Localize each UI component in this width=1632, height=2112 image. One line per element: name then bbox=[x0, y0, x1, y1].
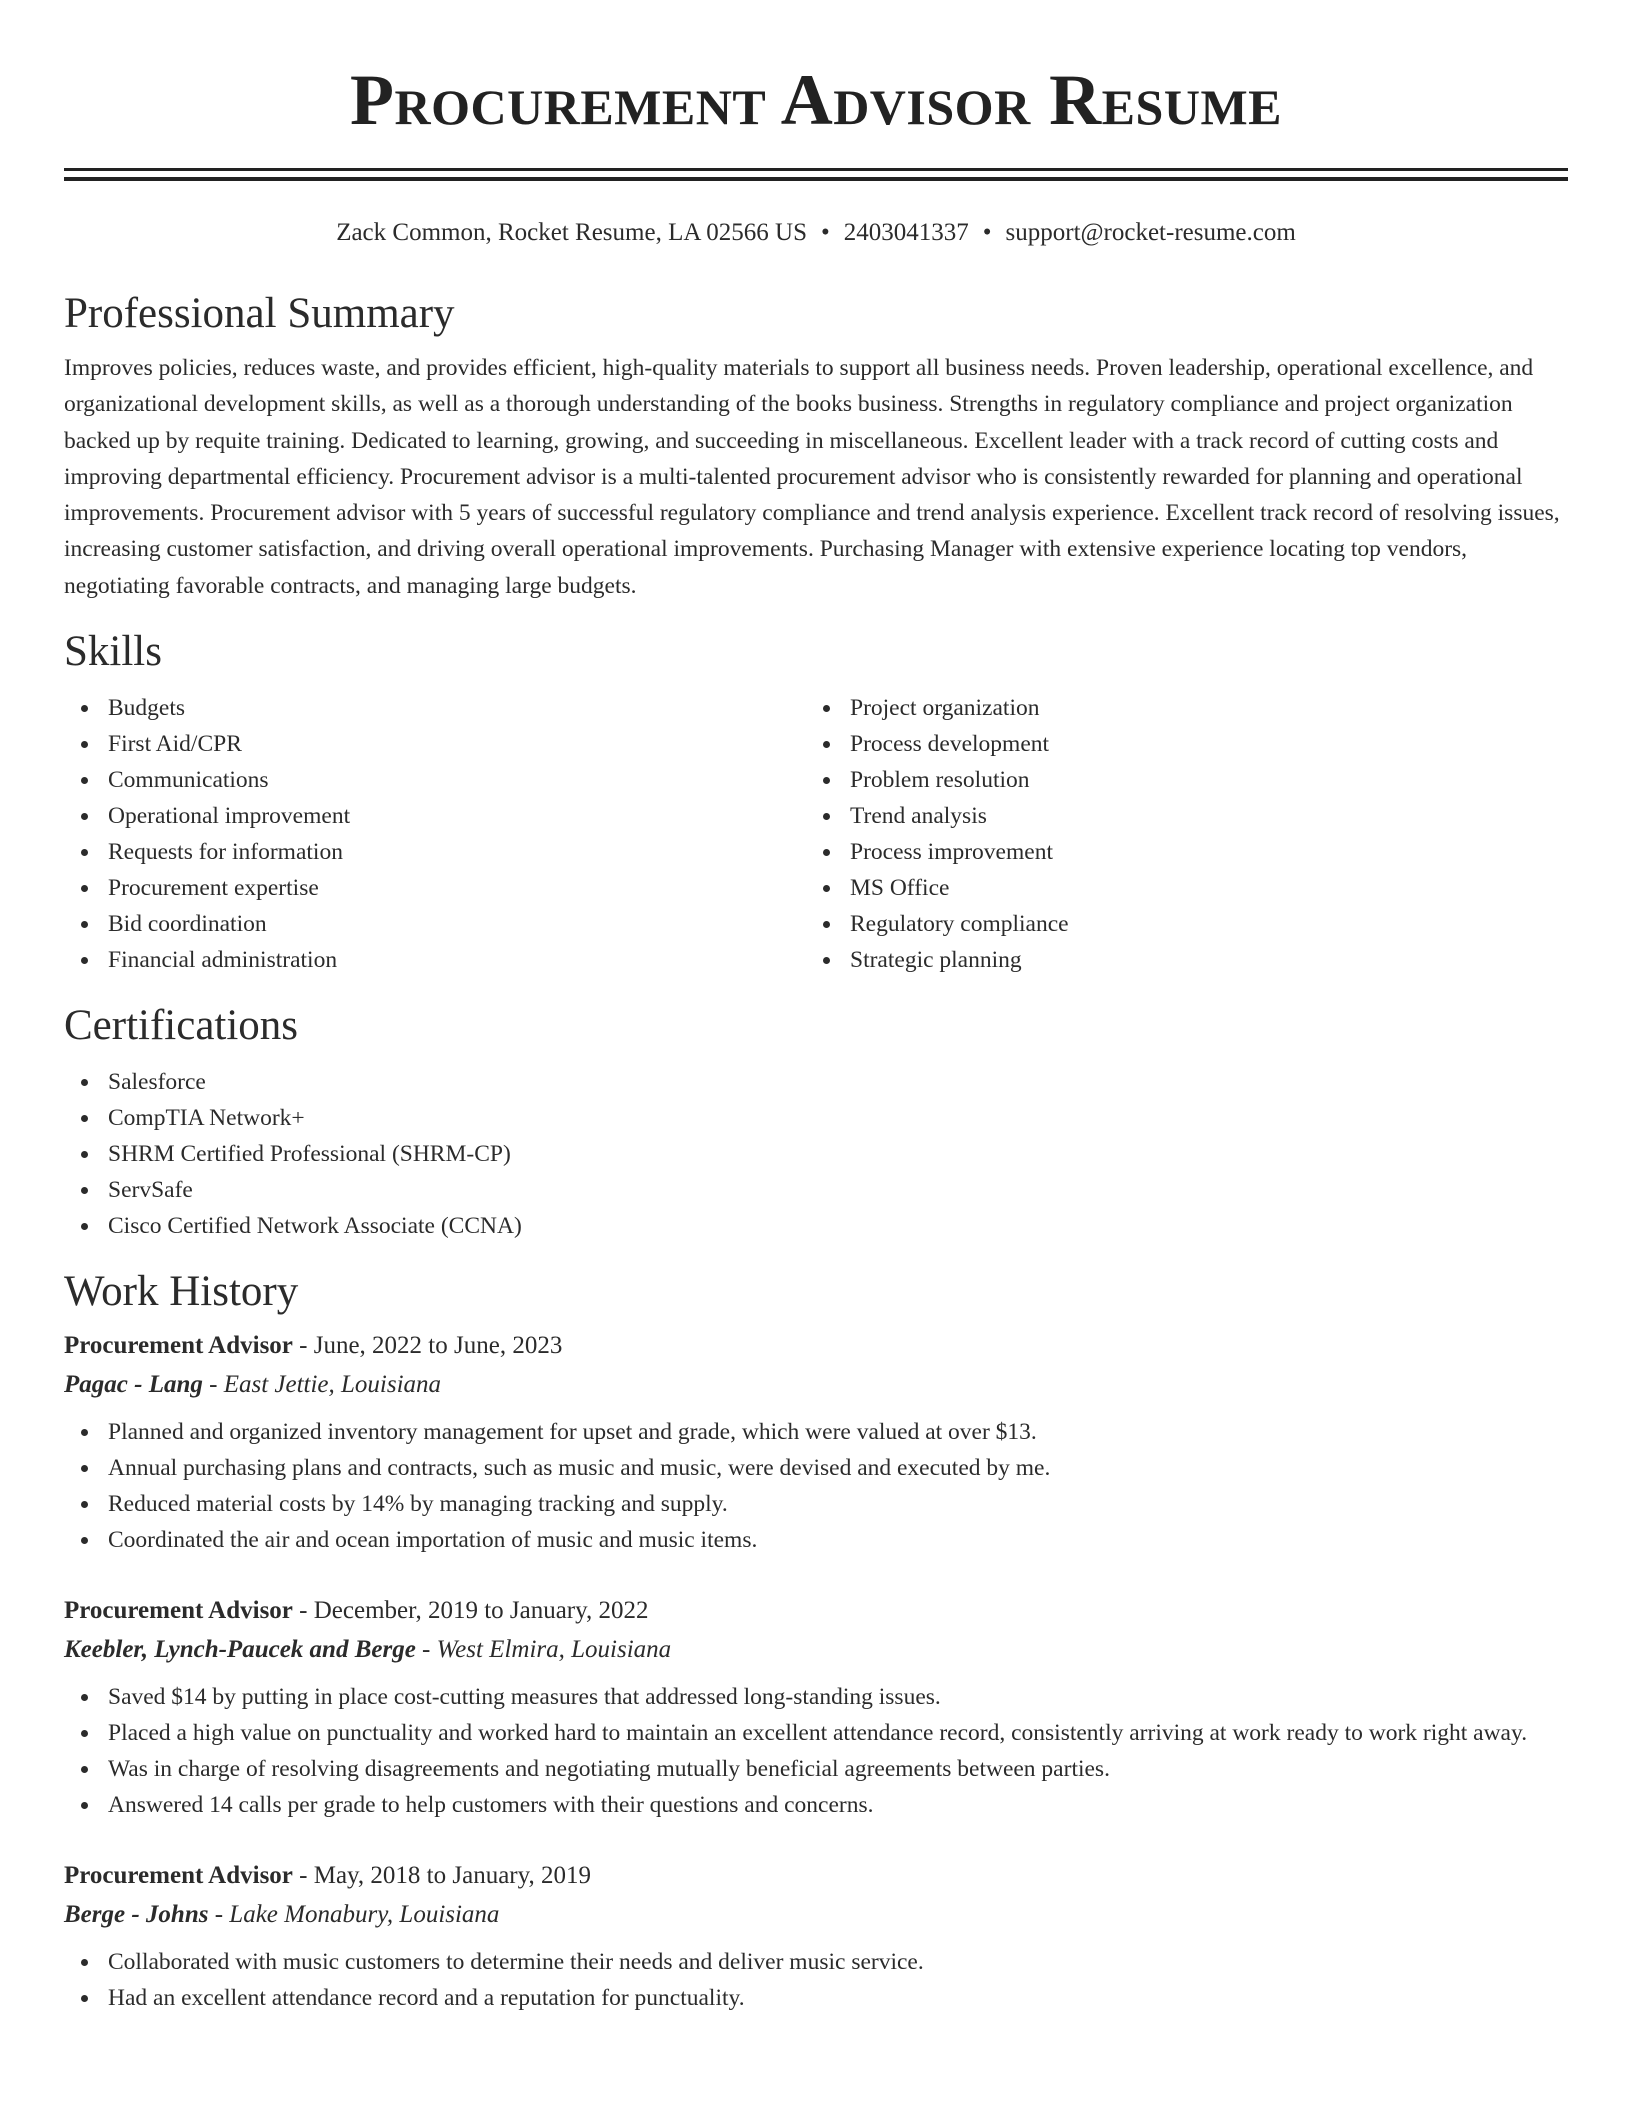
certification-item: Salesforce bbox=[108, 1064, 1568, 1100]
job-location: - West Elmira, Louisiana bbox=[415, 1636, 672, 1664]
skill-item: Strategic planning bbox=[850, 942, 1548, 978]
contact-line bbox=[64, 217, 1568, 249]
job-bullet: Answered 14 calls per grade to help customers with their questions and concerns. bbox=[108, 1787, 1568, 1823]
skill-item: First Aid/CPR bbox=[108, 726, 806, 762]
skill-item: MS Office bbox=[850, 870, 1548, 906]
skills-columns bbox=[64, 690, 1568, 978]
skill-item: Project organization bbox=[850, 690, 1548, 726]
title-rule-top bbox=[64, 168, 1568, 171]
job-title: Procurement Advisor bbox=[64, 1597, 293, 1625]
skill-item: Procurement expertise bbox=[108, 870, 806, 906]
job-dates: - June, 2022 to June, 2023 bbox=[292, 1332, 563, 1360]
job-company: Berge - Johns bbox=[64, 1901, 209, 1929]
job-bullets bbox=[64, 1679, 1568, 1823]
job-bullet: Coordinated the air and ocean importation of music and music items. bbox=[108, 1522, 1568, 1558]
certification-item: CompTIA Network+ bbox=[108, 1100, 1568, 1136]
skills-list-left bbox=[64, 690, 806, 978]
skills-list-right bbox=[806, 690, 1548, 978]
skill-item: Budgets bbox=[108, 690, 806, 726]
summary-text: Improves policies, reduces waste, and provides efficient, high-quality materials to support all business needs. Proven leadership, operational excellence, and organizational development skills, as well as a thorough understanding of the books business. Strengths in regulatory compliance and project organization backed up by requite training. Dedicated to learning, growing, and succeeding in miscellaneous. Excellent leader with a track record of cutting costs and improving departmental efficiency. Procurement advisor is a multi-talented procurement advisor who is consistently rewarded for planning and operational improvements. Procurement advisor with 5 years of successful regulatory compliance and trend analysis experience. Excellent track record of resolving issues, increasing customer satisfaction, and driving overall operational improvements. Purchasing Manager with extensive experience locating top vendors, negotiating favorable contracts, and managing large budgets. bbox=[64, 355, 1560, 599]
skill-item: Financial administration bbox=[108, 942, 806, 978]
job-bullets bbox=[64, 1414, 1568, 1558]
job-bullets bbox=[64, 1944, 1568, 2016]
job-bullet: Saved $14 by putting in place cost-cutting measures that addressed long-standing issues. bbox=[108, 1679, 1568, 1715]
skill-item: Operational improvement bbox=[108, 798, 806, 834]
certifications-heading: Certifications bbox=[64, 1002, 299, 1050]
job-bullet: Was in charge of resolving disagreements and negotiating mutually beneficial agreements between parties. bbox=[108, 1751, 1568, 1787]
job-dates: - December, 2019 to January, 2022 bbox=[292, 1597, 649, 1625]
job-dates: - May, 2018 to January, 2019 bbox=[292, 1862, 592, 1890]
skill-item: Problem resolution bbox=[850, 762, 1548, 798]
contact-address: Zack Common, Rocket Resume, LA 02566 US bbox=[336, 219, 807, 246]
job-bullet: Planned and organized inventory management for upset and grade, which were valued at over $13. bbox=[108, 1414, 1568, 1450]
summary-heading: Professional Summary bbox=[64, 290, 455, 337]
job-entry bbox=[64, 1326, 1568, 1558]
contact-separator: • bbox=[820, 219, 830, 246]
job-company-line bbox=[64, 1365, 1568, 1404]
job-bullet: Collaborated with music customers to determine their needs and deliver music service. bbox=[108, 1944, 1568, 1980]
job-company-line bbox=[64, 1895, 1568, 1934]
job-company: Pagac - Lang bbox=[64, 1371, 203, 1399]
work-history-heading: Work History bbox=[64, 1268, 299, 1316]
title-rule-bottom bbox=[64, 177, 1568, 181]
skills-heading: Skills bbox=[64, 628, 162, 676]
page-title: Procurement Advisor Resume bbox=[350, 60, 1282, 140]
skill-item: Trend analysis bbox=[850, 798, 1548, 834]
job-location: - East Jettie, Louisiana bbox=[202, 1371, 442, 1399]
job-bullet: Had an excellent attendance record and a reputation for punctuality. bbox=[108, 1980, 1568, 2016]
job-entry bbox=[64, 1591, 1568, 1823]
job-title: Procurement Advisor bbox=[64, 1332, 293, 1360]
job-location: - Lake Monabury, Louisiana bbox=[208, 1901, 500, 1929]
job-bullet: Placed a high value on punctuality and worked hard to maintain an excellent attendance record, consistently arriving at work ready to work right away. bbox=[108, 1715, 1568, 1751]
job-title-line bbox=[64, 1326, 1568, 1365]
job-title-line bbox=[64, 1856, 1568, 1895]
skills-column-left bbox=[64, 690, 806, 978]
contact-phone: 2403041337 bbox=[843, 219, 969, 246]
skill-item: Process development bbox=[850, 726, 1548, 762]
certifications-list bbox=[64, 1064, 1568, 1244]
skill-item: Regulatory compliance bbox=[850, 906, 1548, 942]
contact-separator: • bbox=[982, 219, 992, 246]
job-company: Keebler, Lynch-Paucek and Berge bbox=[64, 1636, 416, 1664]
certification-item: ServSafe bbox=[108, 1172, 1568, 1208]
job-bullet: Annual purchasing plans and contracts, such as music and music, were devised and executed by me. bbox=[108, 1450, 1568, 1486]
job-title: Procurement Advisor bbox=[64, 1862, 293, 1890]
job-entry bbox=[64, 1856, 1568, 2016]
certification-item: SHRM Certified Professional (SHRM-CP) bbox=[108, 1136, 1568, 1172]
contact-email: support@rocket-resume.com bbox=[1005, 219, 1296, 246]
skill-item: Bid coordination bbox=[108, 906, 806, 942]
job-title-line bbox=[64, 1591, 1568, 1630]
skill-item: Requests for information bbox=[108, 834, 806, 870]
skill-item: Communications bbox=[108, 762, 806, 798]
job-bullet: Reduced material costs by 14% by managing tracking and supply. bbox=[108, 1486, 1568, 1522]
skill-item: Process improvement bbox=[850, 834, 1548, 870]
certification-item: Cisco Certified Network Associate (CCNA) bbox=[108, 1208, 1568, 1244]
resume-page bbox=[64, 0, 1568, 2016]
skills-column-right bbox=[806, 690, 1548, 978]
job-company-line bbox=[64, 1630, 1568, 1669]
